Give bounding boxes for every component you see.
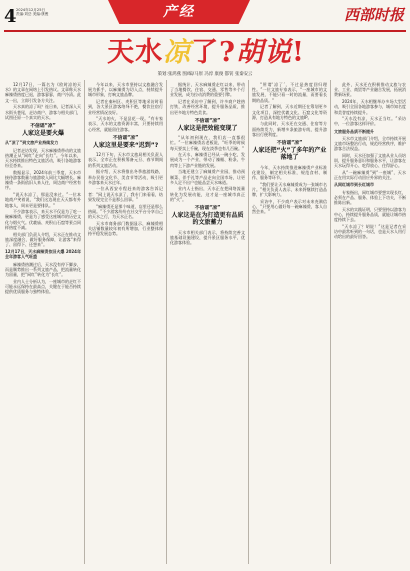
subheading-kicker: 不信谣“凉” <box>276 141 303 147</box>
paragraph: 记者在秦州区、麦积区等地采访时看到，各大景区游客络绎不绝，餐饮住宿行业经营情况良好。 <box>88 99 163 115</box>
column-divider <box>166 80 167 564</box>
subheading-title: 人家这是把效能变现了 <box>177 124 238 132</box>
paragraph: 在天水，麻辣烫已经从一碗小吃，发展成为一个产业，带动了辣椒、粉条、牛肉等上下游产业链的发展。 <box>170 152 245 168</box>
paragraph: 采访中，不少商户表示对未来充满信心，“只要用心做好每一碗麻辣烫，客人自然会来。” <box>252 199 327 215</box>
subheading-title: 人家这是在为打造更有品质的文旅蓄力 <box>171 212 244 227</box>
paragraph: 天水市文旅部门介绍，全市持续开展文旅市场整治行动，规范经营秩序，维护游客合法权益。 <box>334 135 406 152</box>
article-column-2 <box>88 82 163 238</box>
issue-date: 2024年12月25日 <box>16 8 46 12</box>
subheading-title: 人家还把“火”了多年的产业落地了 <box>252 147 327 162</box>
paragraph: 记者在采访中了解到，许多商户趁热打铁，改善经营环境，提升服务品质，推出更多地方特色美食。 <box>170 99 245 115</box>
subheading <box>252 141 327 162</box>
paragraph: 今年以来，天水市坚持以文旅融合发展为抓手，以麻辣烫为切入点，持续提升城市形象，打响文旅品牌。 <box>88 82 163 98</box>
paragraph: 业内人士分析认为，一座城市的走红不可能永远保持在最高点，关键在于能否持续提供优质服务与独特体验。 <box>5 278 81 295</box>
article-column-3 <box>170 82 245 247</box>
paragraph: 同时，天水还加强了文旅从业人员培训，提升服务意识和服务水平，让游客在天水玩得开心、吃得放心、住得舒心。 <box>334 152 406 169</box>
main-headline <box>86 36 326 70</box>
subheading <box>5 124 81 137</box>
subheading <box>170 206 245 227</box>
paragraph: 麻辣烫热潮过后，天水没有停下脚步，而是顺势推出一系列文旅产品，把流量转化为留量，把“网红”转化为“长红”。 <box>5 261 81 277</box>
column-divider <box>84 80 85 564</box>
paragraph: 据介绍，天水将推出冬季旅游线路，举办民俗文化节、美食节等活动，吸引更多游客来天水过年。 <box>88 169 163 185</box>
subheading <box>88 136 163 149</box>
byline: 策划:张鸿燕 图/编/马原 冯淳 康俊 都钊 张秦安云 <box>157 72 253 77</box>
paragraph: 12月下旬，天水市文旅局相关负责人表示，全市正在积极筹备元旦、春节期间的系列文旅活动。 <box>88 152 163 168</box>
subheading-kicker: 不信谣“凉” <box>112 135 139 141</box>
page-number: 4 <box>4 6 17 27</box>
headline-part: 了? <box>191 37 236 68</box>
section-note: 12月17日，天水麻辣烫依旧火爆 2024年全年游客人气旺盛 <box>5 249 81 260</box>
header-rule <box>4 30 406 32</box>
subheading-kicker: 不信谣“凉” <box>194 118 221 124</box>
paragraph: 相关部门负责人介绍，天水正在推动文旅深度融合，做好服务保障，让游客“来得了、留得下、还想来”。 <box>5 231 81 247</box>
paragraph: 当地还建立了麻辣烫产业园，推动预制菜、伴手礼等产品走向全国市场，让更多人足不出户也能品尝天水味道。 <box>170 169 245 185</box>
paragraph: “天水凉了？胡说！”这是记者在采访中最常听到的一句话，也是天水人用行动给出的最好回答。 <box>334 223 406 240</box>
paragraph: 不少游客表示，来天水不仅是为了吃一碗麻辣烫，更是为了感受这座城市的历史文化与烟火气。伏羲庙、麦积山石窟等景点同样热度不减。 <box>5 209 81 230</box>
paragraph: 业内人士指出，天水正在把网络流量转化为发展动能，这才是一座城市真正的“火”。 <box>170 186 245 202</box>
page-header <box>0 0 410 36</box>
paragraph: 天水市商务部门数据显示，麻辣烫相关店铺数量较年初有所增加，行业整体保持平稳发展态势。 <box>88 220 163 237</box>
paragraph: 天水市相关部门表示，将持续完善文旅基础设施建设，提升景区服务水平，优化游客体验。 <box>170 229 245 246</box>
editor-credit: 责编:刘岳 美编:康俊 <box>16 12 49 17</box>
paragraph: “天水没有凉，天水正当红。”采访中，一位游客这样评价。 <box>334 116 406 127</box>
paragraph: “从年初到现在，我们店一直都很忙。”一位麻辣烫店老板说，“旺季的时候每天要卖上千碗，现在淡季也有几百碗。” <box>170 135 245 151</box>
article-column-5 <box>334 82 406 241</box>
paragraph: “所谓‘凉了’，不过是热度回归理性。”一位文旅专家表示，“一座城市的文旅发展，不能只看一时的流量，而要看长期的品质。” <box>252 82 327 103</box>
paragraph: “天水的火，不是昙花一现。”有专家表示，天水的文旅资源丰富，只要持续用心经营，就能留住游客。 <box>88 116 163 132</box>
paragraph: 记者了解到，天水近期还在筹划更多文化项目，深挖伏羲文化、石窟文化等资源，打造具有地方特色的文旅IP。 <box>252 104 327 120</box>
subheading-kicker: 不信谣“凉” <box>194 206 221 212</box>
subheading <box>170 119 245 132</box>
paragraph: “麻辣烫还是那个味道，店里还是那么热闹。”不少游客纷纷在社交平台分享自己的天水之行，为天水正名。 <box>88 203 163 219</box>
paragraph: 2024年，天水相继举办多场大型活动，吸引全国各地游客参与，城市知名度和美誉度持续提升。 <box>334 99 406 115</box>
headline-part: 天水 <box>107 37 164 68</box>
headline-highlight: 凉 <box>163 37 192 68</box>
paragraph: 从“一碗麻辣烫”到“一座城”，天水正在用实际行动回应外界的关注。 <box>334 170 406 181</box>
newspaper-masthead: 西部时报 <box>343 6 404 24</box>
issue-info <box>16 8 48 17</box>
paragraph: 12月17日，一篇名为《欧时凉的天水》的文章在网络上引发热议。文章称天水麻辣烫热度已退，游客寥寥，商户冷清。此文一出，立即引发各方关注。 <box>5 82 81 103</box>
paragraph: “说天水凉了，那是没来过。”一位本地商户笑着说，“我们这边现在天天都有外地客人，周末更是要排队。” <box>5 192 81 208</box>
subheading-title: 人家这里是要来“迟到”? <box>92 141 159 149</box>
paragraph: 天水真的凉了吗？连日来，记者深入天水街头巷尾，走访商户、游客与相关部门，试图还原一个真实的天水。 <box>5 104 81 120</box>
paragraph: “我们要让天水麻辣烫成为一张城市名片。”相关负责人表示，未来将继续打造品牌，扩大影响力。 <box>252 181 327 198</box>
headline-emphasis: 胡说 <box>235 37 292 68</box>
headline-part: ! <box>291 37 305 68</box>
paragraph: 今年，天水持续推进麻辣烫产业标准化建设，制定相关标准，规范食材、制作、服务等环节。 <box>252 164 327 181</box>
subheading-kicker: 不信谣“凉” <box>30 123 56 129</box>
paragraph: 一位从西安专程赶来的游客告诉记者：“网上说天水凉了，我专门来看看，结果发现完全不是那么回事。” <box>88 186 163 202</box>
section-note: 从网红城市到长红城市 <box>334 182 374 188</box>
paragraph: 专家指出，网红城市要想实现长红，必须在产品、服务、体验上下功夫，不断推陈出新。 <box>334 189 406 206</box>
paragraph: 数据显示，2024年前三季度，天水市接待游客数量与旅游收入同比大幅增长。麻辣烫一条街依旧人来人往，周边商户经营有序。 <box>5 169 81 191</box>
paragraph: 据统计，天水麻辣烫走红以来，带动了当地餐饮、住宿、交通、零售等多个行业发展，成为拉动消费的重要引擎。 <box>170 82 245 98</box>
article-column-1 <box>5 82 81 296</box>
subheading-title: 人家这是要火爆 <box>21 129 64 137</box>
paragraph: 与此同时，天水还在交通、住宿等方面持续发力，新增多条旅游专线，提升游客出行便利度。 <box>252 121 327 137</box>
section-note: 从“凉了”到文旅产业持续发力 <box>5 140 59 146</box>
section-note: 文旅服务品质不断提升 <box>334 128 374 134</box>
paragraph: 此外，天水还在积极推动文旅与农业、工业、商贸等产业融合发展，拓展消费新场景。 <box>334 82 406 98</box>
paragraph: 天水的实践证明，只要坚持以游客为中心，持续提升服务品质，就能让城市热度持续下去。 <box>334 206 406 223</box>
column-divider <box>248 80 249 564</box>
paragraph: 记者走访发现，天水麻辣烫带动的文旅热潮正从“网红”走向“长红”。今年以来，天水持续推出特色文旅活动，吸引各地游客纷至沓来。 <box>5 147 81 169</box>
section-title: 产经 <box>163 4 195 20</box>
column-divider <box>330 80 331 564</box>
article-column-4 <box>252 82 327 216</box>
